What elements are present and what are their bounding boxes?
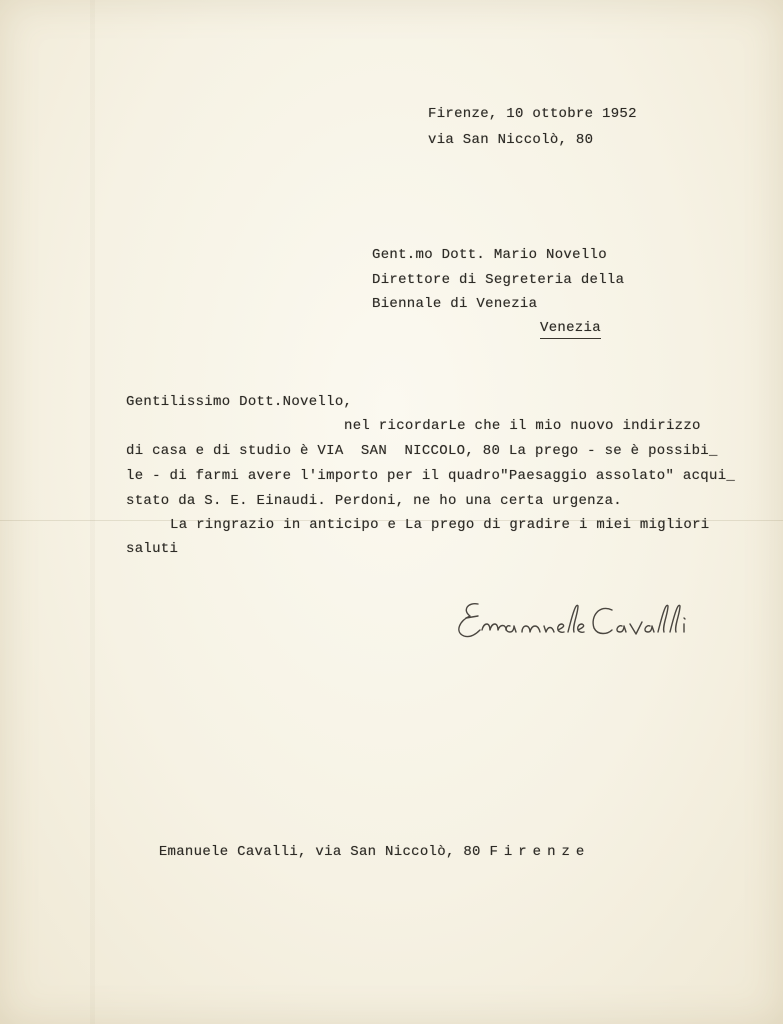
recipient-title: Direttore di Segreteria della [372, 272, 625, 288]
footer-city: Firenze [489, 844, 591, 860]
place-date: Firenze, 10 ottobre 1952 [428, 106, 637, 122]
footer-sender [124, 828, 590, 876]
recipient-city: Venezia [540, 320, 601, 339]
footer-sender-address: Emanuele Cavalli, via San Niccolò, 80 [158, 844, 481, 860]
recipient-name: Gent.mo Dott. Mario Novello [372, 247, 607, 263]
body-line: saluti [126, 541, 179, 557]
body-line: nel ricordarLe che il mio nuovo indirizzo [344, 418, 701, 434]
body-line: stato da S. E. Einaudi. Perdoni, ne ho una certa urgenza. [126, 493, 622, 509]
recipient-institution: Biennale di Venezia [372, 296, 538, 312]
body-line: le - di farmi avere l'importo per il quadro"Paesaggio assolato" acqui_ [126, 468, 736, 484]
handwritten-signature [450, 596, 740, 656]
salutation: Gentilissimo Dott.Novello, [126, 394, 353, 410]
sender-address: via San Niccolò, 80 [428, 132, 594, 148]
body-line: La ringrazio in anticipo e La prego di gradire i miei migliori [170, 517, 710, 533]
body-line: di casa e di studio è VIA SAN NICCOLO, 80 La prego - se è possibi_ [126, 443, 718, 459]
